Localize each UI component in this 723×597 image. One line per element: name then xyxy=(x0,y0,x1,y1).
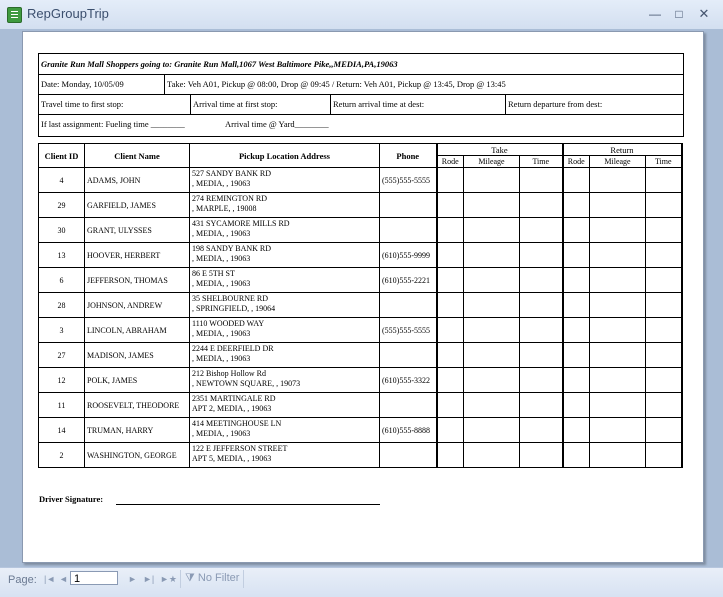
return-rode-cell xyxy=(563,418,590,443)
page-number-input[interactable]: 1 xyxy=(70,571,118,585)
take-rode-cell xyxy=(437,443,464,468)
address-line-1: 527 SANDY BANK RD xyxy=(192,169,272,178)
take-mileage-cell xyxy=(464,393,520,418)
client-phone: (555)555-5555 xyxy=(380,168,437,193)
return-rode-cell xyxy=(563,443,590,468)
address-line-2: , MEDIA, , 19063 xyxy=(192,179,251,188)
return-mileage-cell xyxy=(590,243,646,268)
no-filter-button[interactable] xyxy=(180,570,244,588)
client-name: POLK, JAMES xyxy=(85,368,190,393)
address-line-1: 2351 MARTINGALE RD xyxy=(192,394,276,403)
table-row xyxy=(39,443,682,468)
trip-date: Date: Monday, 10/05/09 xyxy=(41,79,124,89)
client-id: 2 xyxy=(39,443,85,468)
table-row xyxy=(39,318,682,343)
col-take-rode: Rode xyxy=(437,156,464,168)
client-phone: (610)555-3322 xyxy=(380,368,437,393)
client-phone xyxy=(380,218,437,243)
take-mileage-cell xyxy=(464,293,520,318)
pickup-address xyxy=(190,168,380,193)
client-id: 27 xyxy=(39,343,85,368)
return-rode-cell xyxy=(563,393,590,418)
fueling-time-label: If last assignment: Fueling time ________ xyxy=(41,119,185,129)
address-line-2: , MEDIA, , 19063 xyxy=(192,429,251,438)
client-name: GRANT, ULYSSES xyxy=(85,218,190,243)
return-rode-cell xyxy=(563,218,590,243)
take-rode-cell xyxy=(437,293,464,318)
return-time-cell xyxy=(646,218,682,243)
trip-destination: Granite Run Mall Shoppers going to: Granite Run Mall,1067 West Baltimore Pike,,MEDIA,PA,19063 xyxy=(41,59,398,69)
address-line-1: 2244 E DEERFIELD DR xyxy=(192,344,274,353)
pickup-address xyxy=(190,443,380,468)
client-id: 3 xyxy=(39,318,85,343)
return-mileage-cell xyxy=(590,393,646,418)
col-phone: Phone xyxy=(380,144,437,168)
address-line-2: , MEDIA, , 19063 xyxy=(192,229,251,238)
return-time-cell xyxy=(646,343,682,368)
return-rode-cell xyxy=(563,343,590,368)
take-mileage-cell xyxy=(464,443,520,468)
take-rode-cell xyxy=(437,168,464,193)
arrival-time-label: Arrival time at first stop: xyxy=(190,94,330,114)
table-row xyxy=(39,418,682,443)
address-line-2: , MEDIA, , 19063 xyxy=(192,254,251,263)
address-line-2: , MEDIA, , 19063 xyxy=(192,329,251,338)
client-phone xyxy=(380,193,437,218)
take-time-cell xyxy=(520,218,563,243)
client-name: JOHNSON, ANDREW xyxy=(85,293,190,318)
client-name: GARFIELD, JAMES xyxy=(85,193,190,218)
return-mileage-cell xyxy=(590,443,646,468)
minimize-button[interactable]: — xyxy=(649,7,661,21)
return-mileage-cell xyxy=(590,368,646,393)
return-rode-cell xyxy=(563,243,590,268)
col-address: Pickup Location Address xyxy=(190,144,380,168)
pickup-address xyxy=(190,293,380,318)
return-arrival-label: Return arrival time at dest: xyxy=(330,94,505,114)
take-rode-cell xyxy=(437,368,464,393)
address-line-2: , MARPLE, , 19008 xyxy=(192,204,257,213)
take-mileage-cell xyxy=(464,218,520,243)
no-filter-label: No Filter xyxy=(197,572,240,584)
take-time-cell xyxy=(520,243,563,268)
return-time-cell xyxy=(646,368,682,393)
address-line-1: 122 E JEFFERSON STREET xyxy=(192,444,288,453)
col-client-name: Client Name xyxy=(85,144,190,168)
take-rode-cell xyxy=(437,393,464,418)
col-take-mileage: Mileage xyxy=(464,156,520,168)
arrival-yard-label: Arrival time @ Yard________ xyxy=(225,119,329,129)
take-rode-cell xyxy=(437,418,464,443)
return-mileage-cell xyxy=(590,293,646,318)
return-rode-cell xyxy=(563,168,590,193)
take-mileage-cell xyxy=(464,168,520,193)
return-mileage-cell xyxy=(590,318,646,343)
client-id: 13 xyxy=(39,243,85,268)
col-take-time: Time xyxy=(520,156,563,168)
client-id: 28 xyxy=(39,293,85,318)
client-name: WASHINGTON, GEORGE xyxy=(85,443,190,468)
take-mileage-cell xyxy=(464,368,520,393)
client-phone xyxy=(380,393,437,418)
client-phone: (555)555-5555 xyxy=(380,318,437,343)
last-page-icon[interactable]: ►| xyxy=(143,574,155,584)
col-take: Take xyxy=(437,144,563,156)
clients-table xyxy=(38,143,683,468)
return-time-cell xyxy=(646,243,682,268)
take-mileage-cell xyxy=(464,318,520,343)
take-rode-cell xyxy=(437,243,464,268)
address-line-1: 86 E 5TH ST xyxy=(192,269,235,278)
client-id: 29 xyxy=(39,193,85,218)
table-row xyxy=(39,218,682,243)
client-name: ROOSEVELT, THEODORE xyxy=(85,393,190,418)
take-time-cell xyxy=(520,393,563,418)
return-time-cell xyxy=(646,418,682,443)
take-time-cell xyxy=(520,343,563,368)
pickup-address xyxy=(190,393,380,418)
address-line-1: 35 SHELBOURNE RD xyxy=(192,294,269,303)
take-time-cell xyxy=(520,368,563,393)
return-rode-cell xyxy=(563,318,590,343)
table-row xyxy=(39,168,682,193)
filter-icon: ⧩ xyxy=(185,572,195,584)
pickup-address xyxy=(190,343,380,368)
client-id: 30 xyxy=(39,218,85,243)
client-phone xyxy=(380,443,437,468)
address-line-2: , SPRINGFIELD, , 19064 xyxy=(192,304,276,313)
take-time-cell xyxy=(520,443,563,468)
page-label: Page: xyxy=(8,574,37,586)
client-id: 11 xyxy=(39,393,85,418)
take-time-cell xyxy=(520,318,563,343)
pickup-address xyxy=(190,243,380,268)
address-line-1: 1110 WOODED WAY xyxy=(192,319,265,328)
col-return-mileage: Mileage xyxy=(590,156,646,168)
return-time-cell xyxy=(646,443,682,468)
next-page-icon[interactable]: ► xyxy=(128,574,137,584)
report-icon xyxy=(7,7,22,23)
client-phone: (610)555-2221 xyxy=(380,268,437,293)
return-departure-label: Return departure from dest: xyxy=(505,94,683,114)
client-phone xyxy=(380,343,437,368)
address-line-1: 274 REMINGTON RD xyxy=(192,194,267,203)
client-name: ADAMS, JOHN xyxy=(85,168,190,193)
new-record-icon[interactable]: ►★ xyxy=(160,574,177,584)
client-id: 12 xyxy=(39,368,85,393)
address-line-2: , MEDIA, , 19063 xyxy=(192,279,251,288)
col-return-rode: Rode xyxy=(563,156,590,168)
take-time-cell xyxy=(520,418,563,443)
table-row xyxy=(39,243,682,268)
return-time-cell xyxy=(646,318,682,343)
take-mileage-cell xyxy=(464,343,520,368)
prev-page-icon[interactable]: ◄ xyxy=(59,574,68,584)
report-header xyxy=(38,53,684,137)
client-name: MADISON, JAMES xyxy=(85,343,190,368)
client-phone: (610)555-8888 xyxy=(380,418,437,443)
maximize-button[interactable]: □ xyxy=(675,7,683,21)
table-row xyxy=(39,193,682,218)
pickup-address xyxy=(190,318,380,343)
driver-signature-label: Driver Signature: xyxy=(39,494,104,504)
col-client-id: Client ID xyxy=(39,144,85,168)
return-mileage-cell xyxy=(590,193,646,218)
take-rode-cell xyxy=(437,318,464,343)
col-return-time: Time xyxy=(646,156,682,168)
pickup-address xyxy=(190,368,380,393)
table-row xyxy=(39,268,682,293)
client-id: 4 xyxy=(39,168,85,193)
table-row xyxy=(39,368,682,393)
take-time-cell xyxy=(520,193,563,218)
pickup-address xyxy=(190,268,380,293)
return-mileage-cell xyxy=(590,168,646,193)
table-row xyxy=(39,293,682,318)
return-mileage-cell xyxy=(590,418,646,443)
client-name: JEFFERSON, THOMAS xyxy=(85,268,190,293)
pickup-address xyxy=(190,418,380,443)
take-mileage-cell xyxy=(464,418,520,443)
report-viewport[interactable] xyxy=(0,29,723,567)
return-time-cell xyxy=(646,293,682,318)
address-line-1: 414 MEETINGHOUSE LN xyxy=(192,419,282,428)
client-phone xyxy=(380,293,437,318)
client-name: TRUMAN, HARRY xyxy=(85,418,190,443)
table-row xyxy=(39,343,682,368)
client-name: LINCOLN, ABRAHAM xyxy=(85,318,190,343)
first-page-icon[interactable]: |◄ xyxy=(44,574,56,584)
take-mileage-cell xyxy=(464,268,520,293)
return-rode-cell xyxy=(563,193,590,218)
return-time-cell xyxy=(646,193,682,218)
address-line-2: APT 2, MEDIA, , 19063 xyxy=(192,404,272,413)
client-phone: (610)555-9999 xyxy=(380,243,437,268)
table-row xyxy=(39,393,682,418)
return-time-cell xyxy=(646,393,682,418)
report-page xyxy=(22,31,704,563)
address-line-2: , NEWTOWN SQUARE, , 19073 xyxy=(192,379,301,388)
client-name: HOOVER, HERBERT xyxy=(85,243,190,268)
take-mileage-cell xyxy=(464,193,520,218)
return-rode-cell xyxy=(563,268,590,293)
take-time-cell xyxy=(520,168,563,193)
window-title: RepGroupTrip xyxy=(27,6,109,21)
address-line-1: 431 SYCAMORE MILLS RD xyxy=(192,219,290,228)
return-mileage-cell xyxy=(590,218,646,243)
address-line-1: 198 SANDY BANK RD xyxy=(192,244,272,253)
take-mileage-cell xyxy=(464,243,520,268)
take-time-cell xyxy=(520,268,563,293)
take-rode-cell xyxy=(437,268,464,293)
close-button[interactable]: ✕ xyxy=(698,6,710,21)
address-line-2: , MEDIA, , 19063 xyxy=(192,354,251,363)
take-rode-cell xyxy=(437,193,464,218)
return-time-cell xyxy=(646,268,682,293)
status-bar xyxy=(0,567,723,597)
pickup-address xyxy=(190,218,380,243)
address-line-1: 212 Bishop Hollow Rd xyxy=(192,369,267,378)
signature-line xyxy=(116,504,380,505)
title-bar xyxy=(0,0,723,30)
col-return: Return xyxy=(563,144,682,156)
travel-time-label: Travel time to first stop: xyxy=(41,99,124,109)
client-id: 6 xyxy=(39,268,85,293)
take-time-cell xyxy=(520,293,563,318)
trip-schedule: Take: Veh A01, Pickup @ 08:00, Drop @ 09:45 / Return: Veh A01, Pickup @ 13:45, Drop @ 13:45 xyxy=(164,74,683,94)
client-id: 14 xyxy=(39,418,85,443)
pickup-address xyxy=(190,193,380,218)
take-rode-cell xyxy=(437,343,464,368)
return-time-cell xyxy=(646,168,682,193)
address-line-2: APT 5, MEDIA, , 19063 xyxy=(192,454,272,463)
return-mileage-cell xyxy=(590,343,646,368)
return-rode-cell xyxy=(563,293,590,318)
return-mileage-cell xyxy=(590,268,646,293)
return-rode-cell xyxy=(563,368,590,393)
take-rode-cell xyxy=(437,218,464,243)
